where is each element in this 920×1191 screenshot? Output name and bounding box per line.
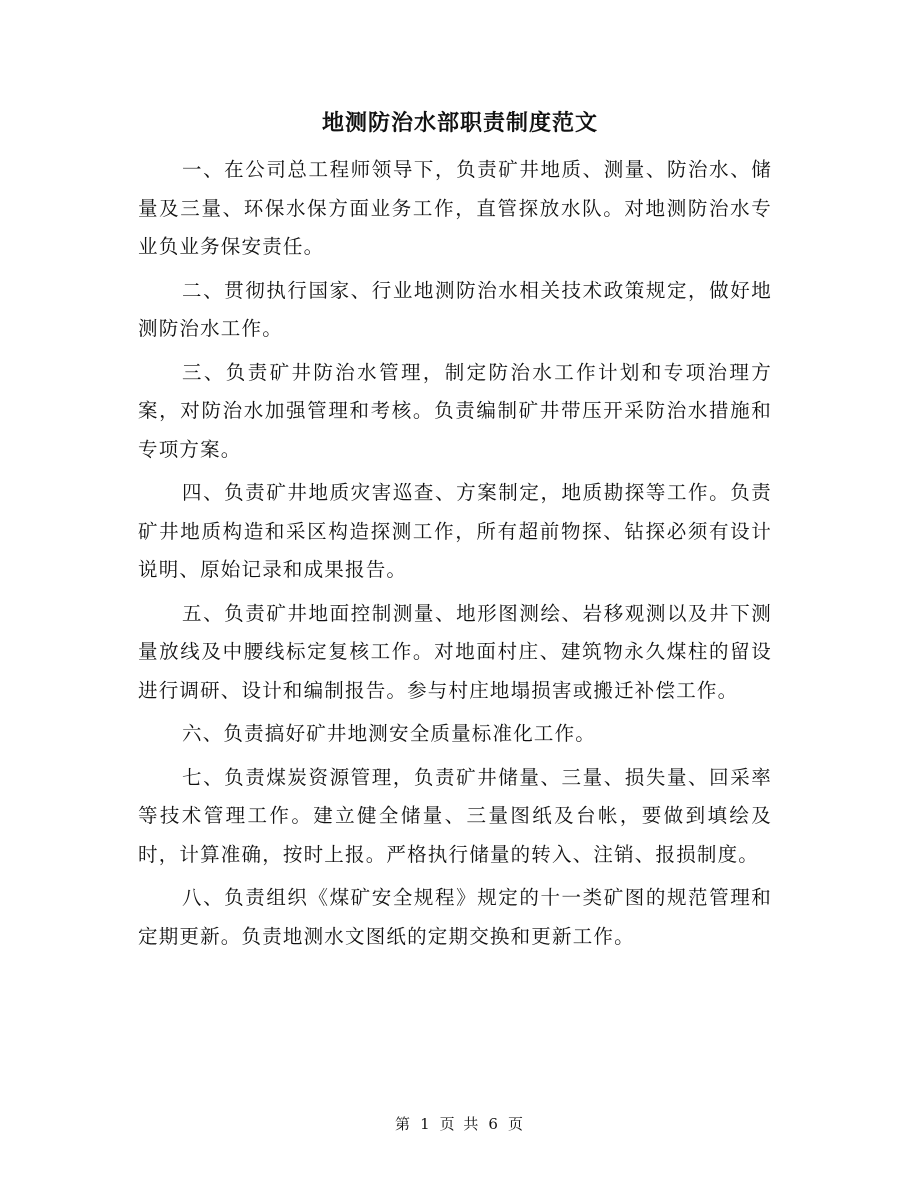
paragraph-5: 五、负责矿井地面控制测量、地形图测绘、岩移观测以及井下测量放线及中腰线标定复核工作。对地面村庄、建筑物永久煤柱的留设进行调研、设计和编制报告。参与村庄地塌损害或搬迁补偿工作。 [138, 601, 772, 702]
paragraph-6: 六、负责搞好矿井地测安全质量标准化工作。 [182, 722, 597, 745]
footer-page-number: 1 [420, 1115, 432, 1133]
page-footer [0, 1112, 920, 1136]
document-body [138, 151, 772, 961]
paragraph-7: 七、负责煤炭资源管理，负责矿井储量、三量、损失量、回采率等技术管理工作。建立健全储量、三量图纸及台帐，要做到填绘及时，计算准确，按时上报。严格执行储量的转入、注销、报损制度。 [138, 765, 772, 866]
paragraph-1: 一、在公司总工程师领导下，负责矿井地质、测量、防治水、储量及三量、环保水保方面业务工作，直管探放水队。对地测防治水专业负业务保安责任。 [138, 158, 772, 258]
footer-suffix: 页 [507, 1115, 525, 1133]
document-title: 地测防治水部职责制度范文 [321, 111, 598, 136]
paragraph-8: 八、负责组织《煤矿安全规程》规定的十一类矿图的规范管理和定期更新。负责地测水文图纸的定期交换和更新工作。 [138, 886, 772, 948]
footer-prefix: 第 [395, 1115, 413, 1133]
paragraph-3: 三、负责矿井防治水管理，制定防治水工作计划和专项治理方案，对防治水加强管理和考核。负责编制矿井带压开采防治水措施和专项方案。 [138, 360, 772, 461]
paragraph-4: 四、负责矿井地质灾害巡查、方案制定，地质勘探等工作。负责矿井地质构造和采区构造探测工作，所有超前物探、钻探必须有设计说明、原始记录和成果报告。 [138, 481, 772, 581]
footer-total-pages: 6 [488, 1115, 500, 1133]
footer-middle: 页 共 [439, 1115, 481, 1133]
paragraph-2: 二、贯彻执行国家、行业地测防治水相关技术政策规定，做好地测防治水工作。 [138, 278, 772, 340]
